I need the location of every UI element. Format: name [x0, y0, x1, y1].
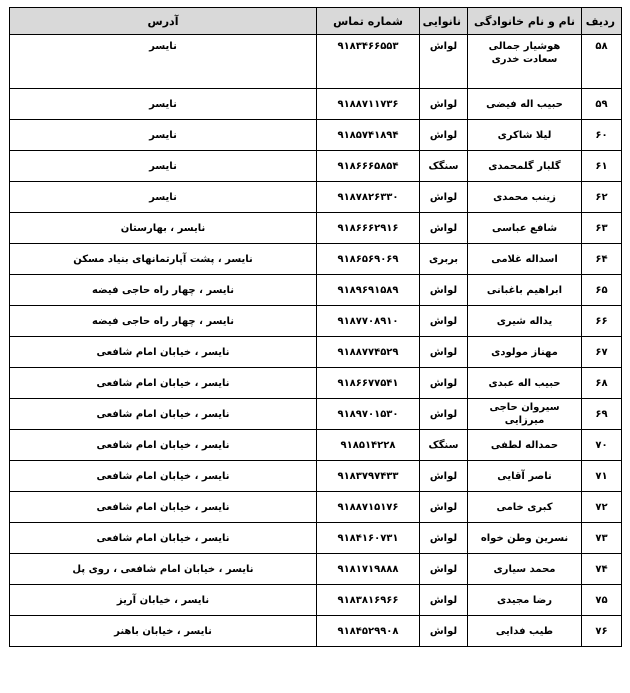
header-bakery-type: نانوایی	[420, 8, 468, 35]
phone-number: ۹۱۸۴۵۲۹۹۰۸	[317, 616, 420, 647]
phone-number: ۹۱۸۴۱۶۰۷۳۱	[317, 523, 420, 554]
phone-number: ۹۱۸۶۵۶۹۰۶۹	[317, 244, 420, 275]
person-name: ابراهیم باغبانی	[468, 275, 582, 306]
address: نایسر ، پشت آپارتمانهای بنیاد مسکن	[10, 244, 317, 275]
row-number: ۶۲	[582, 182, 622, 213]
row-number: ۷۳	[582, 523, 622, 554]
table-row	[10, 213, 622, 244]
person-name: کبری خامی	[468, 492, 582, 523]
address: نایسر	[10, 182, 317, 213]
bakery-type: لواش	[420, 35, 468, 89]
bakery-type: لواش	[420, 213, 468, 244]
row-number: ۶۹	[582, 399, 622, 430]
phone-number: ۹۱۸۱۷۱۹۸۸۸	[317, 554, 420, 585]
table-row	[10, 151, 622, 182]
person-name: حبیب اله عبدی	[468, 368, 582, 399]
address: نایسر ، خیابان آریز	[10, 585, 317, 616]
table-row	[10, 337, 622, 368]
address: نایسر ، خیابان امام شافعی	[10, 399, 317, 430]
address: نایسر ، خیابان امام شافعی	[10, 461, 317, 492]
table-row	[10, 244, 622, 275]
bakery-type: سنگک	[420, 430, 468, 461]
table-row	[10, 306, 622, 337]
row-number: ۷۰	[582, 430, 622, 461]
person-name: گلبار گلمحمدی	[468, 151, 582, 182]
address: نایسر ، خیابان امام شافعی	[10, 492, 317, 523]
header-phone: شماره تماس	[317, 8, 420, 35]
person-name: اسداله غلامی	[468, 244, 582, 275]
address: نایسر ، چهار راه حاجی فیضه	[10, 306, 317, 337]
address: نایسر	[10, 151, 317, 182]
bakery-type: لواش	[420, 182, 468, 213]
row-number: ۷۵	[582, 585, 622, 616]
row-number: ۷۴	[582, 554, 622, 585]
address: نایسر	[10, 89, 317, 120]
header-name: نام و نام خانوادگی	[468, 8, 582, 35]
bakery-type: لواش	[420, 523, 468, 554]
row-number: ۷۶	[582, 616, 622, 647]
bakery-type: لواش	[420, 368, 468, 399]
bakery-type: لواش	[420, 89, 468, 120]
table-row	[10, 523, 622, 554]
phone-number: ۹۱۸۶۶۶۵۸۵۴	[317, 151, 420, 182]
bakery-table	[9, 7, 622, 647]
table-row	[10, 585, 622, 616]
table-row	[10, 554, 622, 585]
row-number: ۶۸	[582, 368, 622, 399]
row-number: ۷۲	[582, 492, 622, 523]
table-row	[10, 182, 622, 213]
bakery-type: لواش	[420, 616, 468, 647]
phone-number: ۹۱۸۶۶۷۷۵۴۱	[317, 368, 420, 399]
table-row	[10, 35, 622, 89]
bakery-type: لواش	[420, 120, 468, 151]
table-row	[10, 430, 622, 461]
person-name: شافع عباسی	[468, 213, 582, 244]
address: نایسر ، بهارستان	[10, 213, 317, 244]
bakery-type: لواش	[420, 554, 468, 585]
address: نایسر ، چهار راه حاجی فیضه	[10, 275, 317, 306]
person-name: یداله شیری	[468, 306, 582, 337]
person-name: رضا مجیدی	[468, 585, 582, 616]
bakery-type: لواش	[420, 399, 468, 430]
person-name: حمداله لطفی	[468, 430, 582, 461]
row-number: ۵۸	[582, 35, 622, 89]
address: نایسر	[10, 35, 317, 89]
header-row-number: ردیف	[582, 8, 622, 35]
phone-number: ۹۱۸۷۸۲۶۳۳۰	[317, 182, 420, 213]
address: نایسر ، خیابان امام شافعی	[10, 368, 317, 399]
phone-number: ۹۱۸۹۷۰۱۵۳۰	[317, 399, 420, 430]
bakery-type: لواش	[420, 306, 468, 337]
row-number: ۶۶	[582, 306, 622, 337]
bakery-type: سنگک	[420, 151, 468, 182]
person-name: نسرین وطن خواه	[468, 523, 582, 554]
person-name: هوشیار جمالی سعادت خدری	[468, 35, 582, 89]
phone-number: ۹۱۸۵۷۴۱۸۹۴	[317, 120, 420, 151]
address: نایسر	[10, 120, 317, 151]
phone-number: ۹۱۸۶۶۶۲۹۱۶	[317, 213, 420, 244]
bakery-type: بربری	[420, 244, 468, 275]
phone-number: ۹۱۸۳۴۶۶۵۵۳	[317, 35, 420, 89]
table-row	[10, 399, 622, 430]
row-number: ۶۷	[582, 337, 622, 368]
address: نایسر ، خیابان امام شافعی ، روی پل	[10, 554, 317, 585]
table-row	[10, 275, 622, 306]
person-name: لیلا شاکری	[468, 120, 582, 151]
address: نایسر ، خیابان امام شافعی	[10, 430, 317, 461]
row-number: ۶۱	[582, 151, 622, 182]
table-row	[10, 492, 622, 523]
phone-number: ۹۱۸۳۸۱۶۹۶۶	[317, 585, 420, 616]
row-number: ۶۰	[582, 120, 622, 151]
phone-number: ۹۱۸۳۷۹۷۴۳۳	[317, 461, 420, 492]
person-name: محمد سیاری	[468, 554, 582, 585]
bakery-type: لواش	[420, 461, 468, 492]
table-row	[10, 616, 622, 647]
row-number: ۶۳	[582, 213, 622, 244]
person-name: مهناز مولودی	[468, 337, 582, 368]
bakery-type: لواش	[420, 585, 468, 616]
header-address: آدرس	[10, 8, 317, 35]
table-body	[10, 35, 622, 647]
phone-number: ۹۱۸۹۶۹۱۵۸۹	[317, 275, 420, 306]
phone-number: ۹۱۸۸۷۱۵۱۷۶	[317, 492, 420, 523]
phone-number: ۹۱۸۷۷۰۸۹۱۰	[317, 306, 420, 337]
person-name: طیب فدایی	[468, 616, 582, 647]
person-name: ناصر آقایی	[468, 461, 582, 492]
person-name: زینب محمدی	[468, 182, 582, 213]
table-row	[10, 368, 622, 399]
table-row	[10, 461, 622, 492]
table-row	[10, 89, 622, 120]
address: نایسر ، خیابان امام شافعی	[10, 337, 317, 368]
row-number: ۶۵	[582, 275, 622, 306]
person-name: حبیب اله فیضی	[468, 89, 582, 120]
bakery-type: لواش	[420, 492, 468, 523]
phone-number: ۹۱۸۵۱۴۲۲۸	[317, 430, 420, 461]
bakery-table-wrapper	[9, 7, 621, 647]
bakery-type: لواش	[420, 275, 468, 306]
table-header-row	[10, 8, 622, 35]
phone-number: ۹۱۸۸۷۷۴۵۲۹	[317, 337, 420, 368]
bakery-type: لواش	[420, 337, 468, 368]
row-number: ۵۹	[582, 89, 622, 120]
phone-number: ۹۱۸۸۷۱۱۷۳۶	[317, 89, 420, 120]
row-number: ۷۱	[582, 461, 622, 492]
address: نایسر ، خیابان باهنر	[10, 616, 317, 647]
table-row	[10, 120, 622, 151]
address: نایسر ، خیابان امام شافعی	[10, 523, 317, 554]
person-name: سیروان حاجی میرزایی	[468, 399, 582, 430]
row-number: ۶۴	[582, 244, 622, 275]
